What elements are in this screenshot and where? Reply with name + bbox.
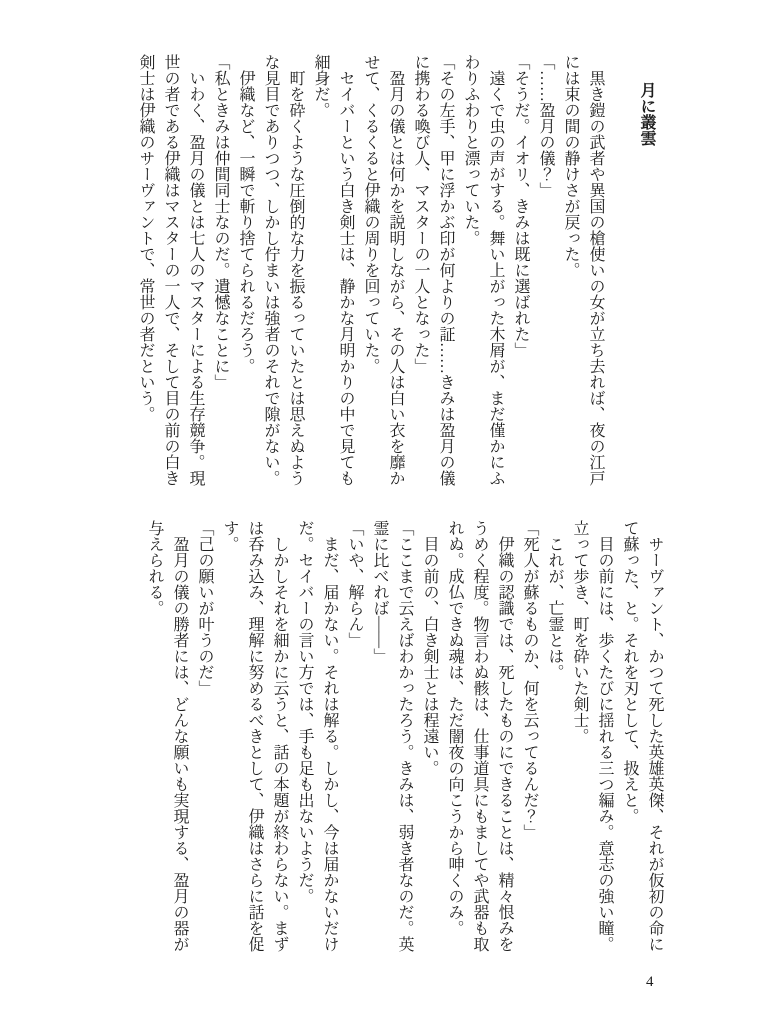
page-number: 4: [646, 974, 654, 990]
paragraph: 盈月の儀とは何かを説明しながら、その人は白い衣を靡かせて、くるくると伊織の周りを回っていた。: [362, 54, 404, 486]
paragraph: これが、亡霊とは。: [546, 520, 563, 680]
paragraph: 伊織の認識では、死したものにできることは、精々恨みをうめく程度。物言わぬ骸は、仕事道具にもましてや武器も取れぬ。成仏できぬ魂は、ただ闇夜の向こうから呻くのみ。: [446, 520, 513, 952]
bottom-text-block: [142, 520, 667, 966]
paragraph: 目の前には、歩くたびに揺れる三つ編み。意志の強い瞳。立って歩き、町を砕いた剣士。: [571, 520, 613, 952]
paragraph: まだ、届かない。それは解る。しかし、今は届かないだけだ。セイバーの言い方では、手も足も出ないようだ。: [296, 520, 338, 952]
paragraph: 「私ときみは仲間同士なのだ。遺憾なことに」: [212, 54, 229, 390]
paragraph: 黒き鎧の武者や異国の槍使いの女が立ち去れば、夜の江戸には束の間の静けさが戻った。: [562, 54, 604, 486]
paragraph: 「そうだ。イオリ、きみは既に選ばれた」: [512, 54, 529, 358]
paragraph: 伊織など、一瞬で斬り捨てられるだろう。: [237, 54, 254, 374]
paragraph: いわく、盈月の儀とは七人のマスターによる生存競争。現世の者である伊織はマスターの一人で、そして目の前の白き剣士は伊織のサーヴァントで、常世の者だという。: [137, 54, 204, 486]
paragraph: 「己の願いが叶うのだ」: [196, 520, 213, 696]
paragraph: サーヴァント、かつて死した英雄英傑、それが仮初の命にて蘇った、と。それを刃として、扱えと。: [621, 520, 663, 952]
paragraph: 「ここまで云えばわかったろう。きみは、弱き者なのだ。英霊に比べれば——」: [371, 520, 413, 952]
paragraph: 盈月の儀の勝者には、どんな願いも実現する、盈月の器が与えられる。: [146, 520, 188, 952]
paragraph: 遠くで虫の声がする。舞い上がった木屑が、まだ僅かにふわりふわりと漂っていた。: [462, 54, 504, 486]
chapter-title: 月に叢雲: [638, 82, 655, 146]
paragraph: 町を砕くような圧倒的な力を振るっていたとは思えぬような見目でありつつ、しかし佇まいは強者のそれで隙がない。: [262, 54, 304, 486]
top-text-block: [133, 54, 659, 496]
paragraph: 「その左手、甲に浮かぶ印が何よりの証……きみは盈月の儀に携わる喚び人、マスターの一人となった」: [412, 54, 454, 486]
paragraph: 「いや、解らん」: [346, 520, 363, 648]
paragraph: セイバーという白き剣士は、静かな月明かりの中で見ても細身だ。: [312, 54, 354, 486]
paragraph: 「……盈月の儀？」: [537, 54, 554, 198]
paragraph: 「死人が蘇るものか、何を云ってるんだ？」: [521, 520, 538, 840]
paragraph: 目の前の、白き剣士とは程遠い。: [421, 520, 438, 776]
paragraph: しかしそれを細かに云うと、話の本題が終わらない。まずは呑み込み、理解に努めるべきとして、伊織はさらに話を促す。: [221, 520, 288, 952]
